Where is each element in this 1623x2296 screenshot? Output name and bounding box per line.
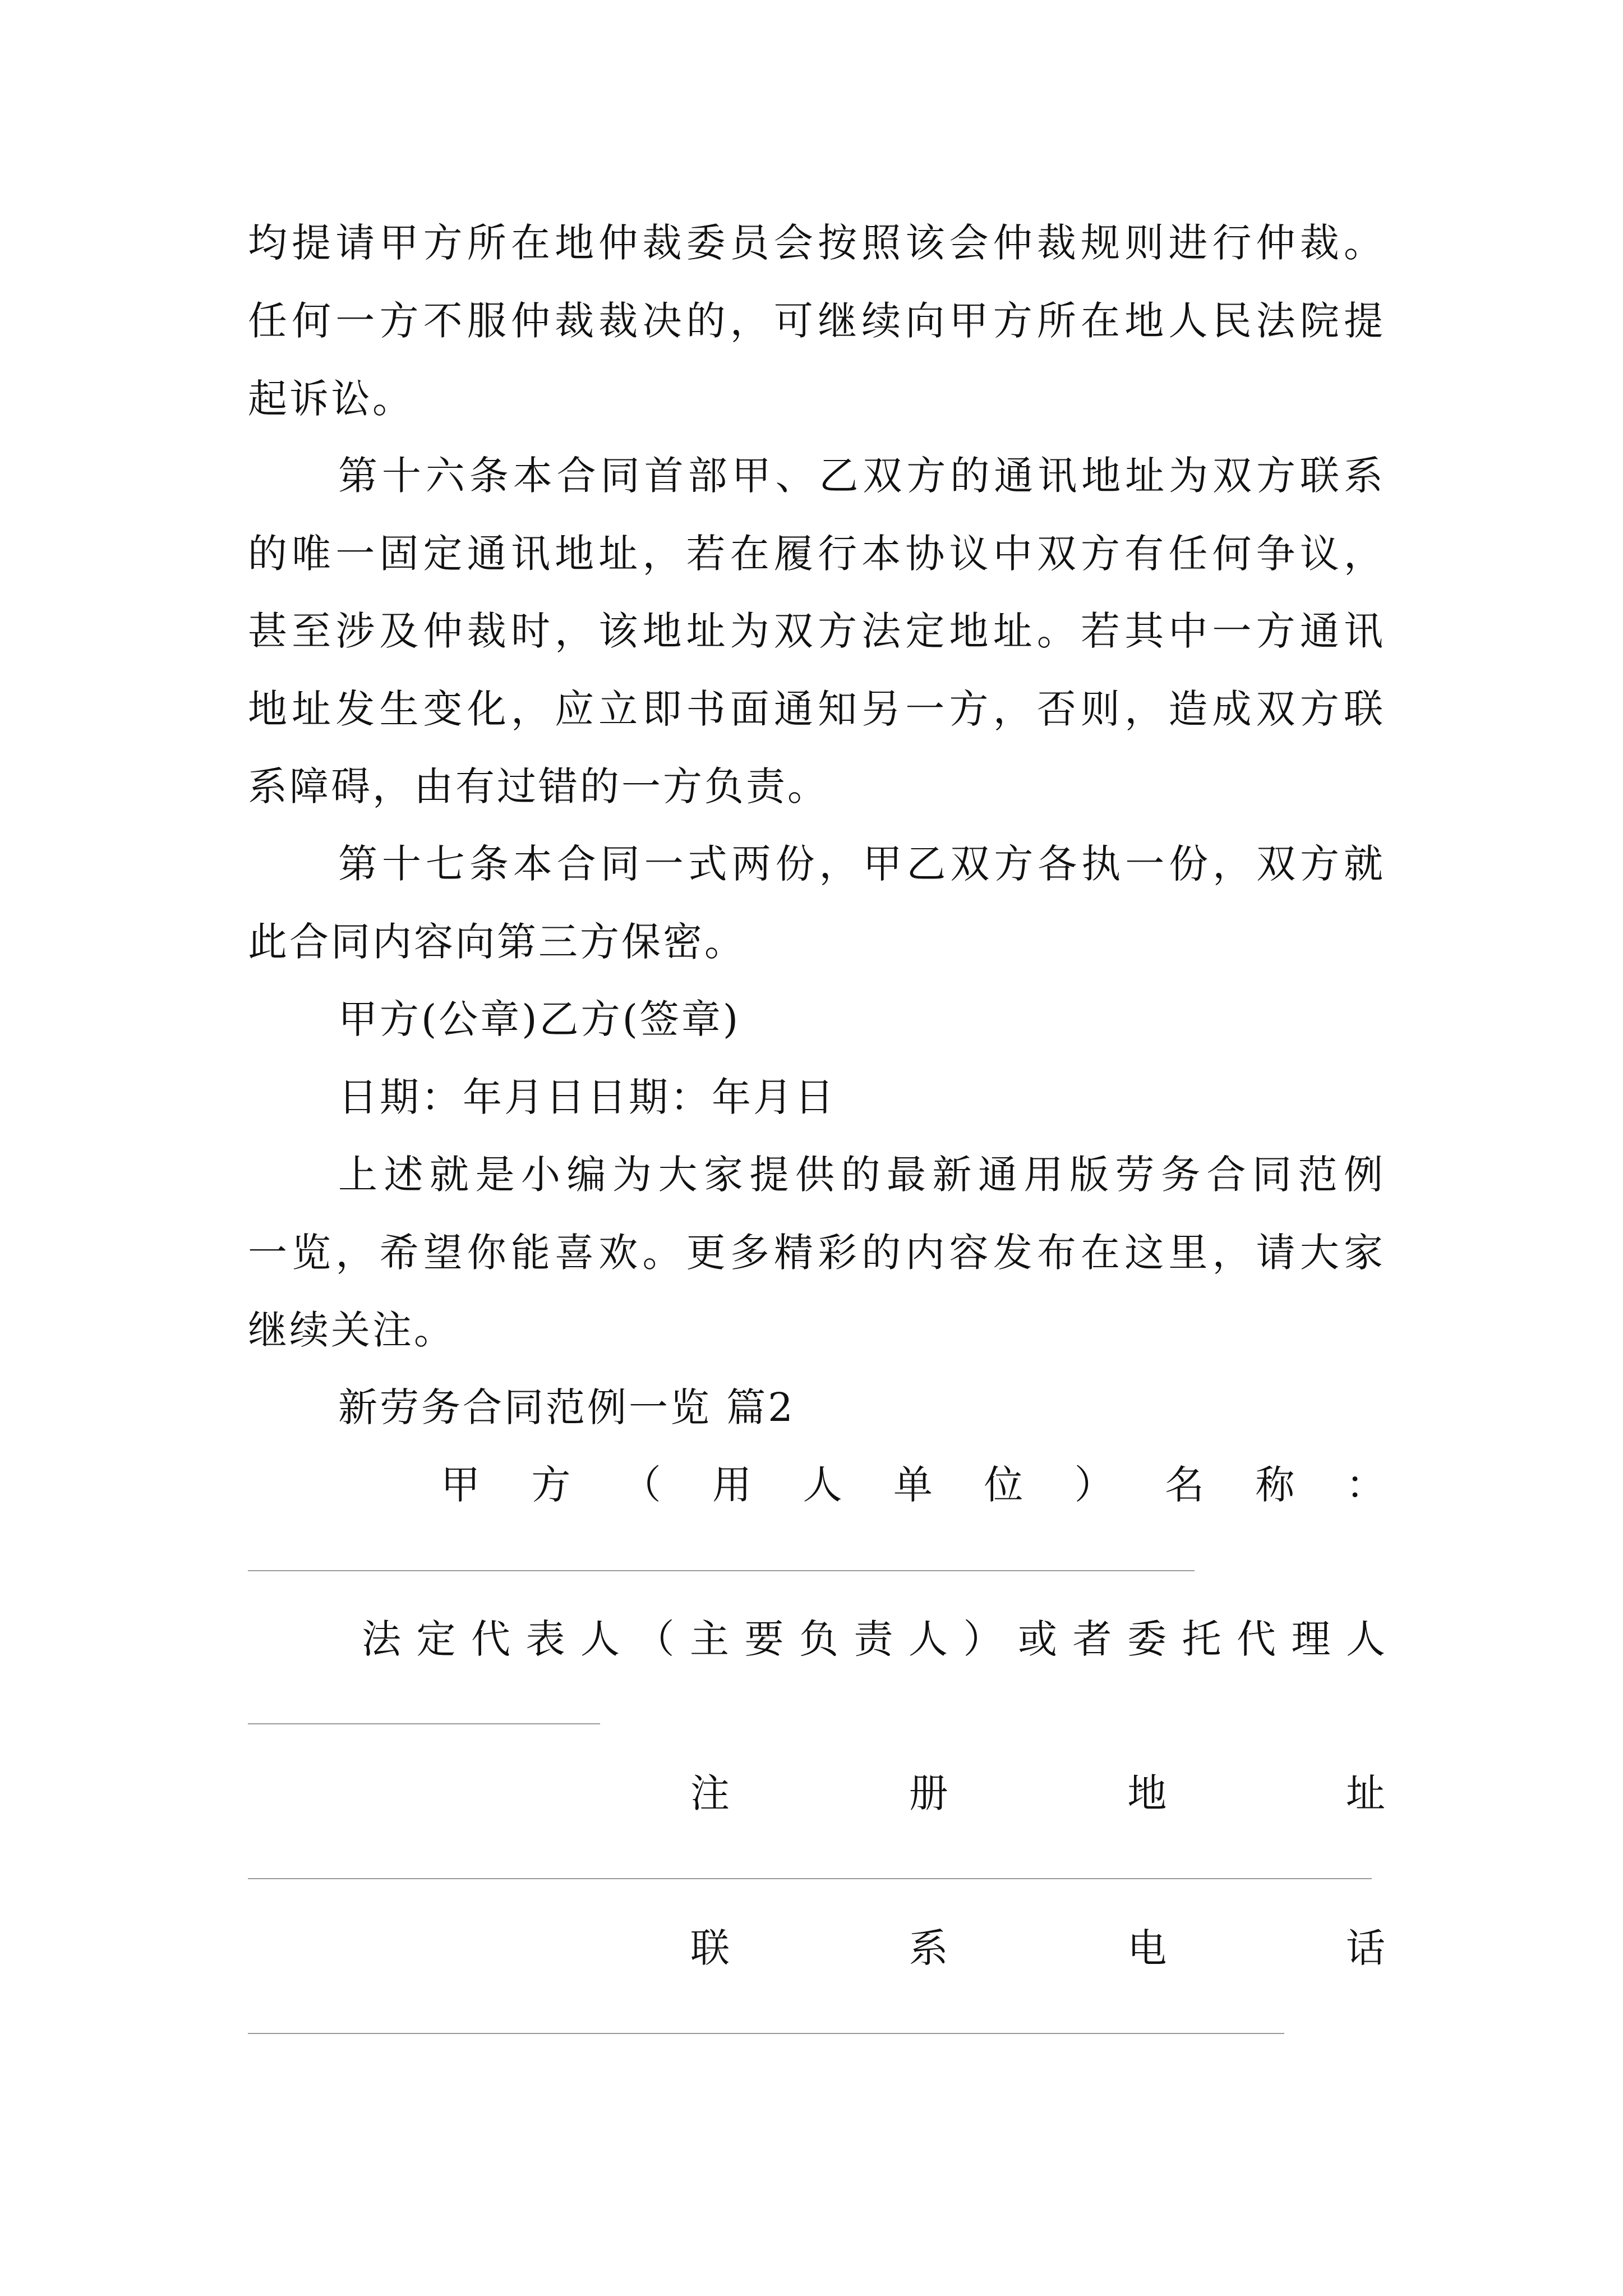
contact-phone-blank[interactable]	[248, 2033, 1284, 2034]
article-17-line-1: 第十七条本合同一式两份，甲乙双方各执一份，双方就	[338, 841, 1385, 887]
outro-line-2: 一览，希望你能喜欢。更多精彩的内容发布在这里，请大家	[248, 1230, 1385, 1276]
paragraph-15-line-3: 起诉讼。	[248, 376, 414, 422]
section-heading-2: 新劳务合同范例一览 篇2	[338, 1384, 795, 1430]
date-line: 日期：年月日日期：年月日	[338, 1074, 836, 1120]
article-16-line-5: 系障碍，由有过错的一方负责。	[248, 763, 829, 809]
contact-phone-label: 联 系 电 话	[690, 1925, 1385, 1971]
legal-representative-blank[interactable]	[248, 1723, 600, 1724]
article-16-line-3: 甚至涉及仲裁时，该地址为双方法定地址。若其中一方通讯	[248, 608, 1385, 654]
article-16-line-1: 第十六条本合同首部甲、乙双方的通讯地址为双方联系	[338, 453, 1385, 499]
article-16-line-2: 的唯一固定通讯地址，若在履行本协议中双方有任何争议，	[248, 531, 1385, 577]
registered-address-label: 注 册 地 址	[690, 1770, 1385, 1816]
employer-name-blank[interactable]	[248, 1570, 1195, 1571]
paragraph-15-line-2: 任何一方不服仲裁裁决的，可继续向甲方所在地人民法院提	[248, 298, 1385, 344]
signature-line: 甲方(公章)乙方(签章)	[338, 996, 741, 1042]
outro-line-1: 上述就是小编为大家提供的最新通用版劳务合同范例	[338, 1152, 1385, 1198]
registered-address-blank[interactable]	[248, 1878, 1372, 1879]
employer-name-label: 甲 方 （ 用 人 单 位 ） 名 称 ：	[441, 1462, 1385, 1508]
article-17-line-2: 此合同内容向第三方保密。	[248, 919, 746, 965]
outro-line-3: 继续关注。	[248, 1307, 455, 1353]
legal-representative-label: 法 定 代 表 人 （ 主 要 负 责 人 ） 或 者 委 托 代 理 人	[362, 1616, 1385, 1662]
paragraph-15-line-1: 均提请甲方所在地仲裁委员会按照该会仲裁规则进行仲裁。	[248, 220, 1385, 266]
article-16-line-4: 地址发生变化，应立即书面通知另一方，否则，造成双方联	[248, 686, 1385, 732]
